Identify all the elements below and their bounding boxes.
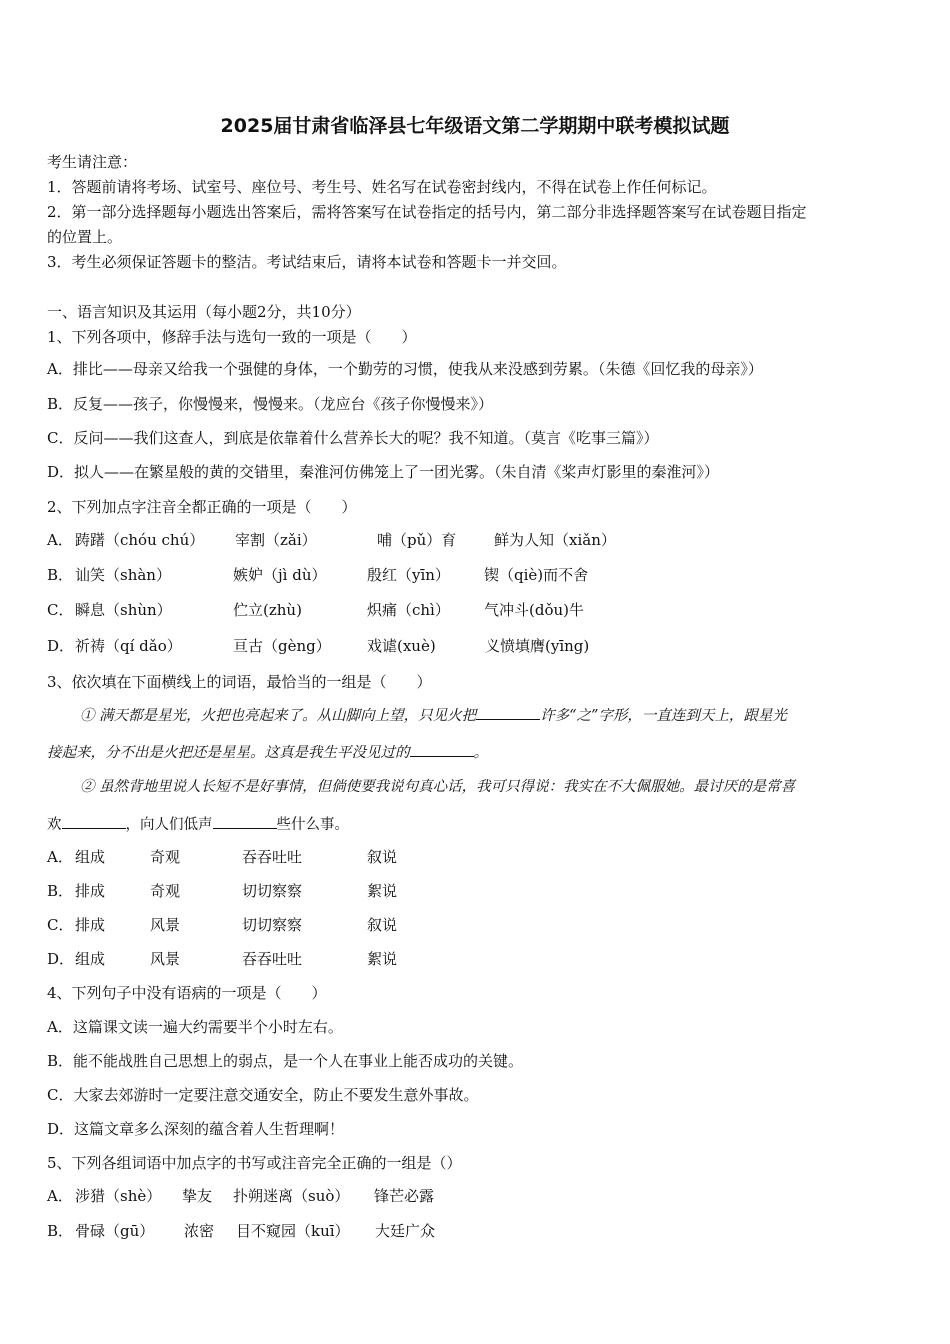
question-3-option-d bbox=[47, 949, 927, 969]
passage-text: ① 满天都是星光，火把也亮起来了。从山脚向上望，只见火把 bbox=[80, 708, 477, 724]
question-4-stem: 4、下列句子中没有语病的一项是（ ） bbox=[47, 984, 327, 1002]
question-1-option-d: D．拟人——在繁星般的黄的交错里，秦淮河仿佛笼上了一团光雾。（朱自清《桨声灯影里的秦淮河》） bbox=[47, 463, 720, 481]
option-label: B． bbox=[47, 566, 74, 584]
option-term: 大廷广众 bbox=[375, 1222, 436, 1240]
question-1-option-b: B．反复——孩子，你慢慢来，慢慢来。（龙应台《孩子你慢慢来》） bbox=[47, 395, 494, 413]
passage-text: ，向人们低声 bbox=[125, 817, 213, 833]
option-term: 气冲斗(dǒu)牛 bbox=[484, 601, 584, 619]
question-2-option-d bbox=[47, 636, 927, 656]
option-term: 骨碌（gū） bbox=[75, 1222, 155, 1240]
option-term: 亘古（gèng） bbox=[233, 637, 331, 655]
option-term: 风景 bbox=[150, 916, 181, 934]
passage-2-line-1: ② 虽然背地里说人长短不是好事情，但倘使要我说句真心话，我可只得说：我实在不大佩服她。最讨厌的是常喜 bbox=[80, 779, 796, 795]
option-term: 殷红（yīn） bbox=[367, 566, 450, 584]
option-term: 祈祷（qí dǎo） bbox=[75, 637, 182, 655]
option-term: 锲（qiè)而不舍 bbox=[484, 566, 589, 584]
option-label: C． bbox=[47, 916, 74, 934]
option-term: 踌躇（chóu chú） bbox=[75, 531, 205, 549]
notice-item-1: 1．答题前请将考场、试室号、座位号、考生号、姓名写在试卷密封线内，不得在试卷上作任何标记。 bbox=[47, 178, 717, 196]
option-term: 切切察察 bbox=[242, 882, 303, 900]
question-1-option-c: C．反问——我们这查人，到底是依靠着什么营养长大的呢？我不知道。（莫言《吃事三篇》） bbox=[47, 429, 659, 447]
fill-blank bbox=[62, 814, 126, 829]
question-5-option-a bbox=[47, 1186, 927, 1206]
option-term: 涉猎（shè） bbox=[75, 1187, 162, 1205]
option-term: 排成 bbox=[75, 916, 106, 934]
option-term: 嫉妒（jì dù） bbox=[233, 566, 327, 584]
option-term: 絮说 bbox=[367, 882, 398, 900]
passage-text: 。 bbox=[473, 745, 488, 761]
passage-1-line-2 bbox=[47, 742, 488, 763]
question-4-option-b: B．能不能战胜自己思想上的弱点，是一个人在事业上能否成功的关键。 bbox=[47, 1052, 524, 1070]
question-1-option-a: A．排比——母亲又给我一个强健的身体，一个勤劳的习惯，使我从来没感到劳累。（朱德《回忆我的母亲》） bbox=[47, 360, 763, 378]
option-term: 瞬息（shùn） bbox=[75, 601, 172, 619]
option-label: A． bbox=[47, 531, 73, 549]
question-3-stem: 3、依次填在下面横线上的词语，最恰当的一组是（ ） bbox=[47, 673, 432, 691]
question-4-option-d: D．这篇文章多么深刻的蕴含着人生哲理啊！ bbox=[47, 1120, 345, 1138]
question-3-option-c bbox=[47, 915, 927, 935]
option-term: 目不窥园（kuī） bbox=[236, 1222, 350, 1240]
passage-text: 许多“之”字形，一直连到天上，跟星光 bbox=[540, 708, 787, 724]
fill-blank bbox=[213, 814, 277, 829]
option-term: 吞吞吐吐 bbox=[242, 950, 303, 968]
page-title: 2025届甘肃省临泽县七年级语文第二学期期中联考模拟试题 bbox=[220, 115, 730, 137]
option-term: 浓密 bbox=[184, 1222, 215, 1240]
section-heading: 一、语言知识及其运用（每小题2分，共10分） bbox=[47, 303, 361, 321]
question-4-option-c: C．大家去郊游时一定要注意交通安全，防止不要发生意外事故。 bbox=[47, 1086, 479, 1104]
option-term: 扑朔迷离（suò） bbox=[233, 1187, 350, 1205]
passage-text: 接起来，分不出是火把还是星星。这真是我生平没见过的 bbox=[47, 745, 410, 761]
question-5-stem: 5、下列各组词语中加点字的书写或注音完全正确的一组是（） bbox=[47, 1154, 462, 1172]
option-term: 讪笑（shàn） bbox=[75, 566, 171, 584]
question-3-option-a bbox=[47, 847, 927, 867]
question-5-option-b bbox=[47, 1221, 927, 1241]
notice-item-2: 2．第一部分选择题每小题选出答案后，需将答案写在试卷指定的括号内，第二部分非选择题答案写在试卷题目指定 bbox=[47, 203, 807, 221]
option-term: 排成 bbox=[75, 882, 106, 900]
question-2-option-b bbox=[47, 565, 927, 585]
question-4-option-a: A．这篇课文读一遍大约需要半个小时左右。 bbox=[47, 1018, 343, 1036]
question-2-option-a bbox=[47, 530, 927, 550]
question-2-option-c bbox=[47, 600, 927, 620]
option-term: 挚友 bbox=[182, 1187, 213, 1205]
option-term: 锋芒必露 bbox=[374, 1187, 435, 1205]
option-label: D． bbox=[47, 637, 75, 655]
option-term: 切切察察 bbox=[242, 916, 303, 934]
option-term: 鲜为人知（xiǎn） bbox=[494, 531, 616, 549]
option-term: 伫立(zhù) bbox=[233, 601, 302, 619]
option-label: B． bbox=[47, 1222, 74, 1240]
option-term: 哺（pǔ）育 bbox=[377, 531, 457, 549]
fill-blank bbox=[476, 705, 540, 720]
passage-1-line-1 bbox=[80, 705, 787, 726]
option-term: 叙说 bbox=[367, 916, 398, 934]
option-label: A． bbox=[47, 1187, 73, 1205]
option-term: 奇观 bbox=[150, 882, 181, 900]
option-term: 絮说 bbox=[367, 950, 398, 968]
option-label: B． bbox=[47, 882, 74, 900]
option-term: 奇观 bbox=[150, 848, 181, 866]
question-3-option-b bbox=[47, 881, 927, 901]
option-term: 宰割（zǎi） bbox=[235, 531, 317, 549]
option-term: 义愤填膺(yīng) bbox=[485, 637, 590, 655]
option-term: 炽痛（chì） bbox=[367, 601, 450, 619]
option-label: A． bbox=[47, 848, 73, 866]
passage-text: 欢 bbox=[47, 817, 62, 833]
option-term: 组成 bbox=[75, 848, 106, 866]
notice-heading: 考生请注意： bbox=[47, 153, 138, 171]
notice-item-2-cont: 的位置上。 bbox=[47, 228, 123, 246]
fill-blank bbox=[410, 742, 474, 757]
option-term: 风景 bbox=[150, 950, 181, 968]
option-term: 叙说 bbox=[367, 848, 398, 866]
option-term: 组成 bbox=[75, 950, 106, 968]
passage-text: 些什么事。 bbox=[276, 817, 349, 833]
option-label: C． bbox=[47, 601, 74, 619]
question-2-stem: 2、下列加点字注音全都正确的一项是（ ） bbox=[47, 498, 357, 516]
notice-item-3: 3．考生必须保证答题卡的整洁。考试结束后，请将本试卷和答题卡一并交回。 bbox=[47, 253, 567, 271]
option-label: D． bbox=[47, 950, 75, 968]
option-term: 戏谑(xuè) bbox=[367, 637, 436, 655]
option-term: 吞吞吐吐 bbox=[242, 848, 303, 866]
passage-2-line-2 bbox=[47, 814, 349, 835]
question-1-stem: 1、下列各项中，修辞手法与选句一致的一项是（ ） bbox=[47, 328, 417, 346]
